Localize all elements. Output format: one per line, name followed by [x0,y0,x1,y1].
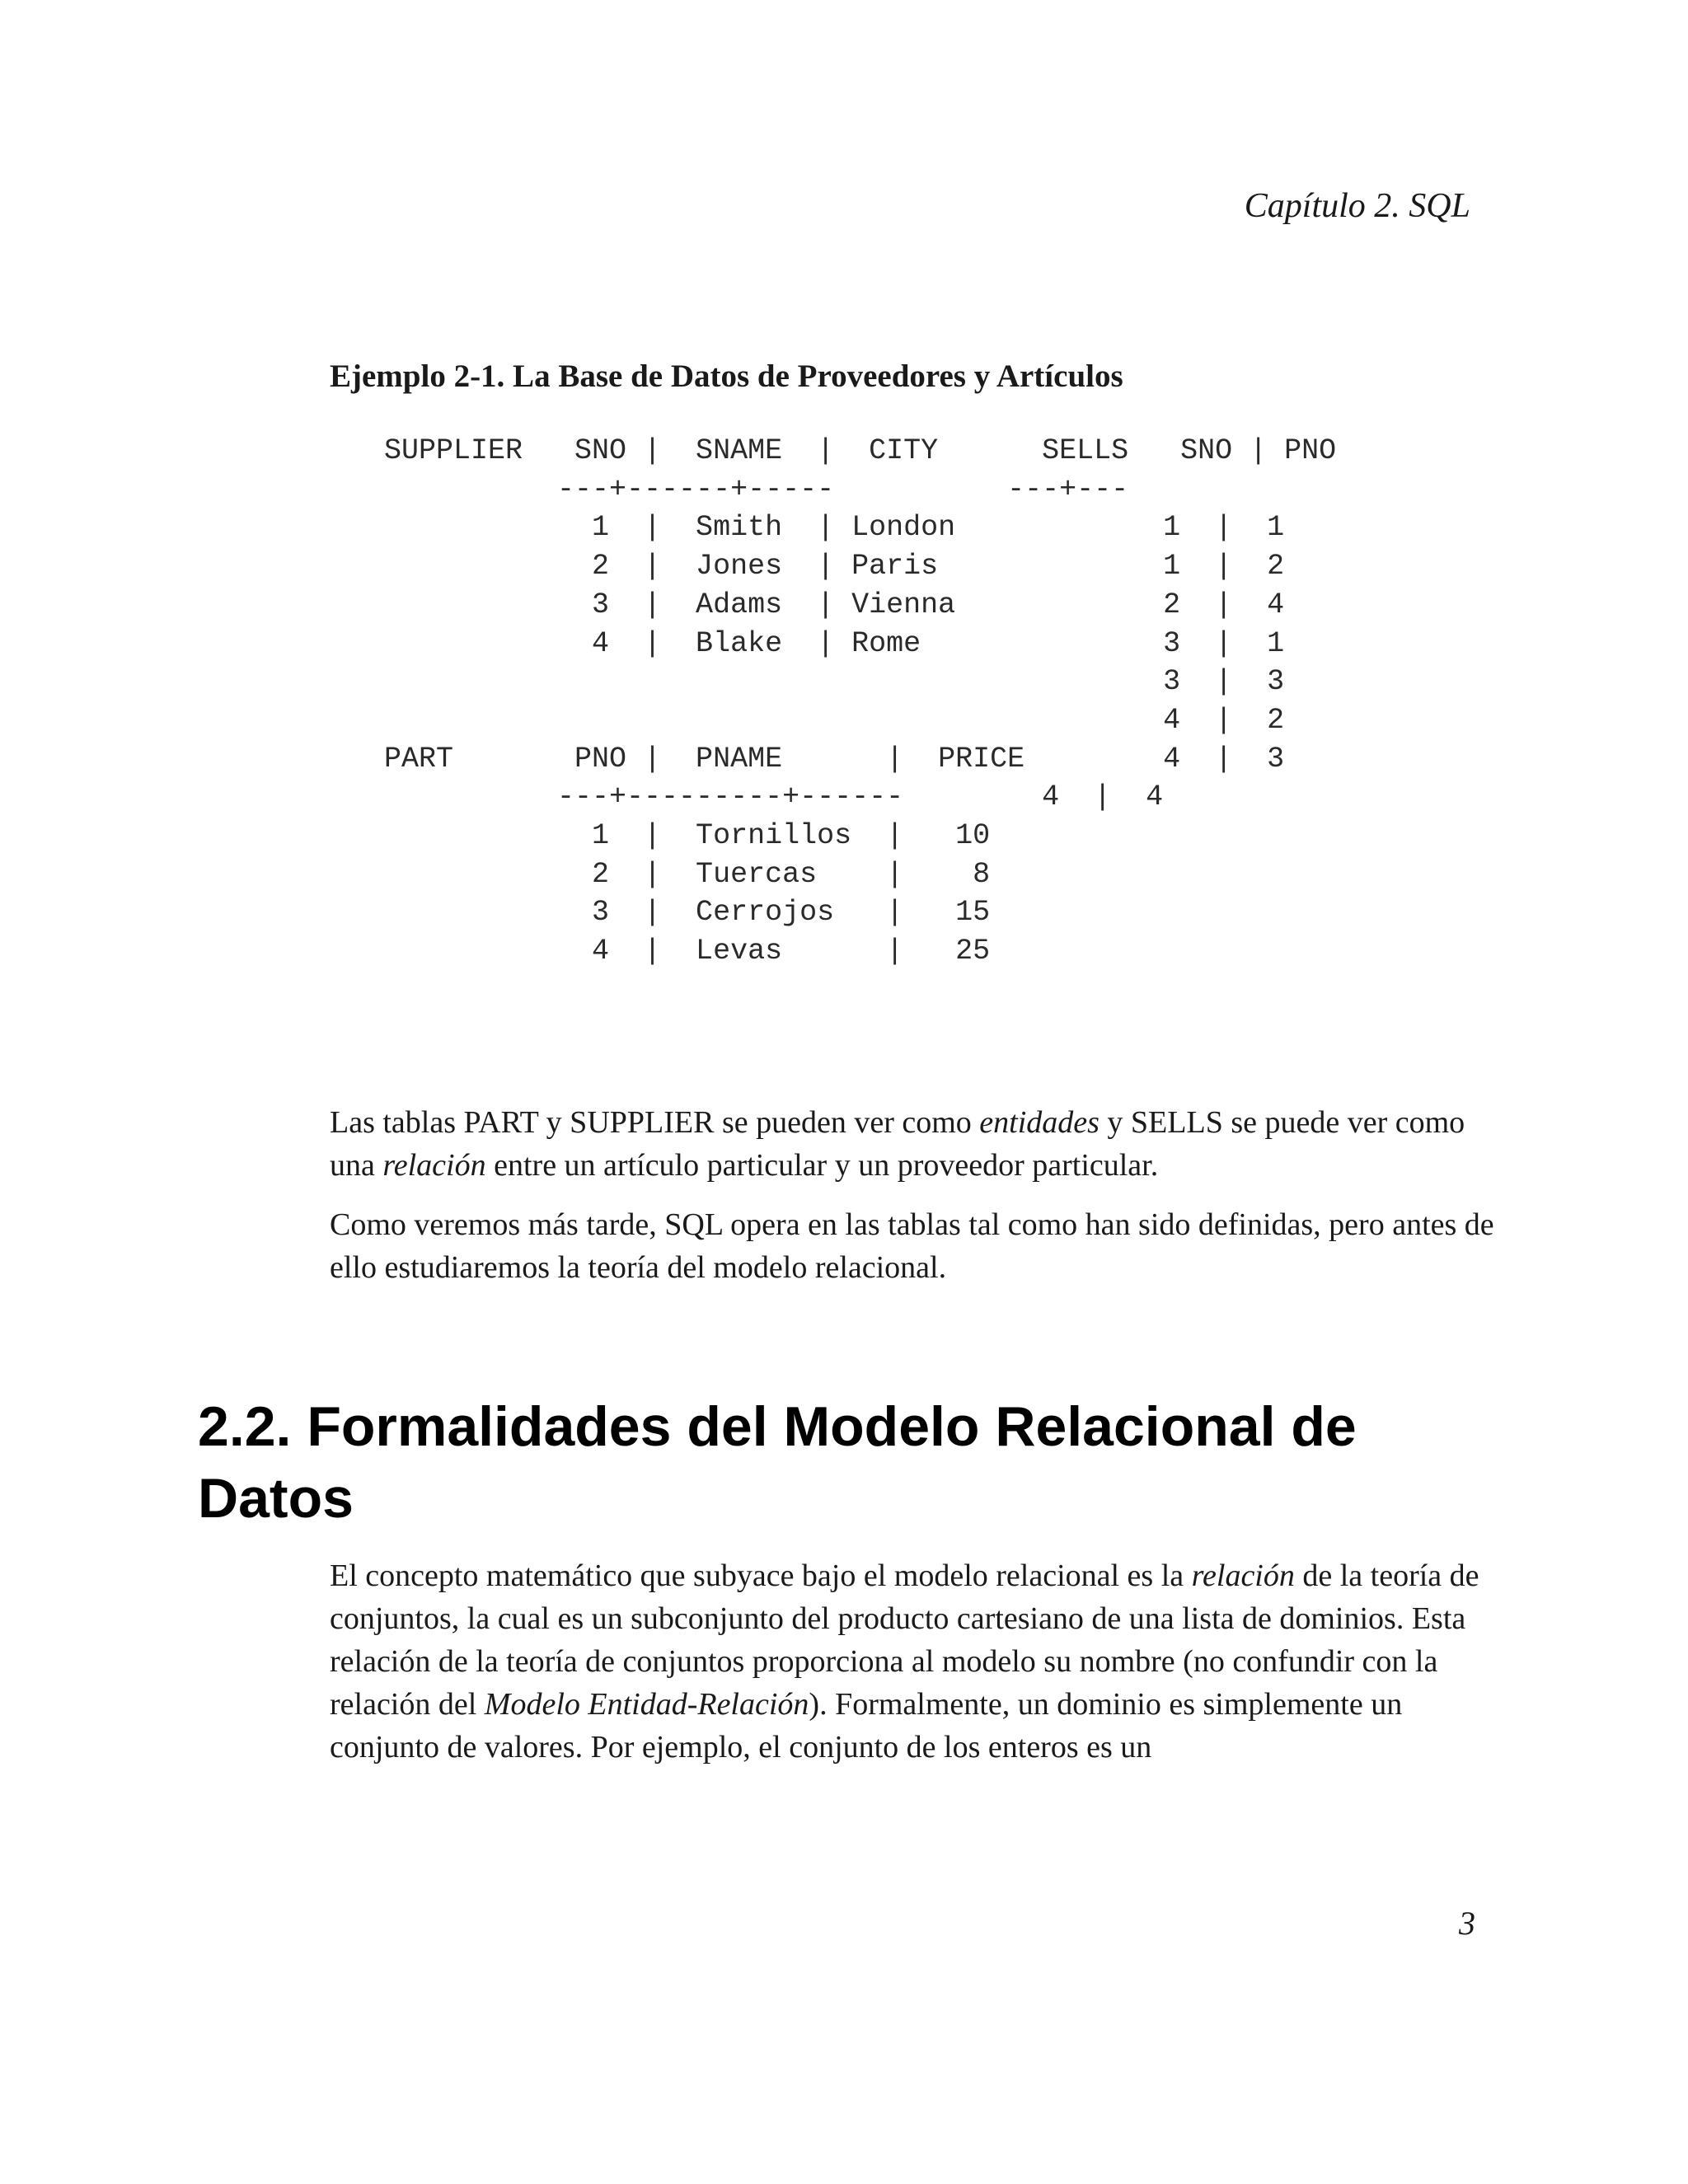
text-run: ). Formalmente, un dominio es simplemente un conjunto de valores. Por ejemplo, el conjunto de los enteros es un [330,1687,1403,1765]
text-run: El concepto matemático que subyace bajo el modelo relacional es la [330,1558,1192,1593]
text-run: Las tablas PART y SUPPLIER se pueden ver como [330,1105,980,1140]
section-heading: 2.2. Formalidades del Modelo Relacional de Datos [198,1395,1357,1530]
text-run: de la teoría de conjuntos, la cual es un subconjunto del producto cartesiano de una lista de dominios. Esta relación de la teoría de conjuntos proporciona al modelo su nombre (no confundir con la relación del [330,1558,1479,1722]
paragraph-entities [330,1101,1500,1187]
emphasis-entidades: entidades [979,1105,1100,1140]
page-number: 3 [1459,1905,1475,1942]
paragraph-sql: Como veremos más tarde, SQL opera en las tablas tal como han sido definidas, pero antes de ello estudiaremos la teoría del modelo relacional. [330,1207,1494,1285]
emphasis-relacion: relación [1191,1558,1295,1593]
emphasis-modelo-entidad-relacion: Modelo Entidad-Relación [484,1687,809,1722]
text-run: entre un artículo particular y un proveedor particular. [485,1148,1159,1183]
text-run: y SELLS se puede ver como una [330,1105,1465,1183]
example-listing: SUPPLIER SNO | SNAME | CITY SELLS SNO | PNO ---+------+----- ---+--- 1 | Smith | London 1 | 1 2 | Jones | Paris 1 | 2 3 | Adams | Vienna 2 | 4 4 | Blake | Rome 3 | 1 3 | 3 4 | 2 PART PNO | PNAME | PRICE 4 | 3 ---+---------+------ 4 | 4 1 | Tornillos | 10 2 | Tuercas | 8 3 | Cerrojos | 15 4 | Levas | 25 [384,434,1337,968]
running-header: Capítulo 2. SQL [1244,187,1470,225]
emphasis-relacion: relación [382,1148,486,1183]
example-title: Ejemplo 2-1. La Base de Datos de Proveedores y Artículos [330,359,1123,394]
paragraph-formalidades [330,1554,1500,1769]
